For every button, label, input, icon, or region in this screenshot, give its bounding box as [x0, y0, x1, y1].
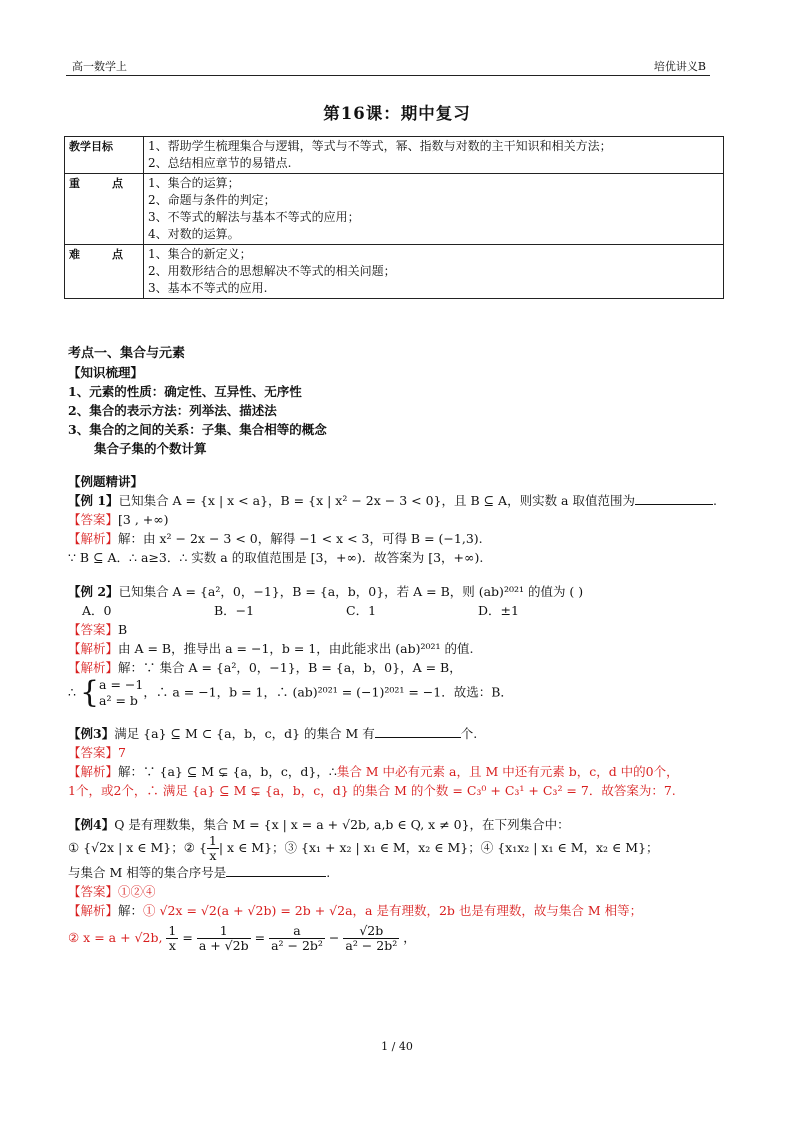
- goals-content-difficulties: [144, 245, 724, 299]
- knowledge-item: 3、集合的之间的关系：子集、集合相等的概念: [68, 422, 327, 437]
- example-analysis-cont: 1个，或2个，∴ 满足 {a} ⊆ M ⊊ {a，b，c，d} 的集合 M 的个数 = C₃⁰ + C₃¹ + C₃² = 7．故答案为：7.: [68, 783, 676, 798]
- example-answer: 【答案】B: [68, 622, 128, 637]
- example-question: 【例3】满足 {a} ⊆ M ⊂ {a，b，c，d} 的集合 M 有 个.: [68, 726, 478, 741]
- knowledge-item: 集合子集的个数计算: [94, 441, 207, 456]
- knowledge-item: 2、集合的表示方法：列举法、描述法: [68, 403, 277, 418]
- goal-line: 4、对数的运算。: [148, 227, 240, 241]
- option-b: B．−1: [214, 603, 255, 618]
- goal-line: 1、集合的运算；: [148, 176, 240, 190]
- example-question-cont: 与集合 M 相等的集合序号是 .: [68, 865, 331, 880]
- example-analysis: 【解析】由 A = B，推导出 a = −1，b = 1，由此能求出 (ab)²⁰²¹ 的值.: [68, 641, 474, 656]
- section-title: 考点一、集合与元素: [68, 346, 186, 361]
- goal-line: 3、基本不等式的应用.: [148, 281, 268, 295]
- example-analysis: 【解析】解：① √2x = √2(a + √2b) = 2b + √2a，a 是有理数，2b 也是有理数，故与集合 M 相等；: [68, 903, 643, 918]
- example-question: 【例4】Q 是有理数集，集合 M = {x | x = a + √2b, a,b ∈ Q, x ≠ 0}，在下列集合中：: [68, 817, 570, 832]
- option-c: C．1: [346, 603, 377, 618]
- example-system: ∴ { a = −1 a² = b ，∴ a = −1，b = 1，∴ (ab)²⁰²¹ = (−1)²⁰²¹ = −1．故选：B．: [68, 675, 513, 710]
- example-analysis-cont: ② x = a + √2b, $\frac{1}{x}$ = $\frac{1}{a + √2b}$ = $\frac{a}{\text{a² − 2b²}}$ − $\frac{√2b}{\text{a² − 2b²}}$ ，: [68, 923, 416, 953]
- example-analysis: 【解析】解：由 x² − 2x − 3 < 0，解得 −1 < x < 3，可得 B = (−1,3).: [68, 531, 483, 546]
- example-3: [68, 724, 728, 800]
- goals-row-difficulties: [65, 245, 724, 299]
- example-answer: 【答案】①②④: [68, 884, 156, 899]
- example-1: [68, 491, 728, 567]
- example-analysis-cont: 【解析】解：∵ 集合 A = {a²，0，−1}，B = {a，b，0}，A = B，: [68, 660, 462, 675]
- example-answer: 【答案】7: [68, 745, 126, 760]
- knowledge-heading: 【知识梳理】: [68, 365, 144, 380]
- page-title: 第16课：期中复习: [323, 104, 471, 123]
- page-number: 1 / 40: [381, 1040, 413, 1053]
- goals-table: [64, 136, 724, 299]
- lesson-content: [68, 344, 728, 953]
- goals-row-keypoints: [65, 174, 724, 245]
- knowledge-item: 1、元素的性质：确定性、互异性、无序性: [68, 384, 302, 399]
- goal-line: 1、集合的新定义；: [148, 247, 252, 261]
- goal-line: 2、用数形结合的思想解决不等式的相关问题；: [148, 264, 396, 278]
- example-question: 【例 1】已知集合 A = {x | x < a}，B = {x | x² − 2x − 3 < 0}，且 B ⊆ A，则实数 a 取值范围为 .: [68, 493, 717, 508]
- example-analysis: 【解析】解：∵ {a} ⊆ M ⊊ {a，b，c，d}，∴集合 M 中必有元素 a，且 M 中还有元素 b，c，d 中的0个，: [68, 764, 679, 779]
- example-4: [68, 815, 728, 953]
- goals-label-keypoints: 重 点: [65, 174, 144, 245]
- option-d: D．±1: [478, 603, 519, 618]
- example-answer: 【答案】[3 , +∞): [68, 512, 169, 527]
- goals-label-difficulties: 难 点: [65, 245, 144, 299]
- goals-label-objective: 教学目标: [65, 137, 144, 174]
- option-a: A．0: [82, 603, 112, 618]
- answer-blank: [635, 492, 713, 505]
- goals-content-keypoints: [144, 174, 724, 245]
- goal-line: 2、总结相应章节的易错点.: [148, 156, 292, 170]
- option-list: [68, 601, 728, 620]
- example-2: [68, 582, 728, 709]
- header-divider: [66, 75, 710, 76]
- example-analysis-cont: ∵ B ⊆ A．∴ a≥3．∴ 实数 a 的取值范围是 [3，+∞)．故答案为 [3，+∞).: [68, 550, 484, 565]
- goal-line: 2、命题与条件的判定；: [148, 193, 276, 207]
- example-question: 【例 2】已知集合 A = {a²，0，−1}，B = {a，b，0}，若 A = B，则 (ab)²⁰²¹ 的值为 ( ): [68, 584, 584, 599]
- answer-blank: [226, 864, 326, 877]
- goal-line: 1、帮助学生梳理集合与逻辑，等式与不等式，幂、指数与对数的主干知识和相关方法；: [148, 139, 612, 153]
- examples-heading: 【例题精讲】: [68, 474, 144, 489]
- goals-row-objective: [65, 137, 724, 174]
- header-course: 高一数学上: [72, 60, 127, 73]
- answer-blank: [375, 725, 461, 738]
- goals-content-objective: [144, 137, 724, 174]
- example-options: ① {√2x | x ∈ M}；② { $\frac{1}{x}$ | x ∈ M}；③ {x₁ + x₂ | x₁ ∈ M，x₂ ∈ M}；④ {x₁x₂ | x₁ ∈ M，x₂ ∈ M}；: [68, 833, 659, 863]
- goal-line: 3、不等式的解法与基本不等式的应用；: [148, 210, 360, 224]
- header-series: 培优讲义B: [653, 60, 706, 73]
